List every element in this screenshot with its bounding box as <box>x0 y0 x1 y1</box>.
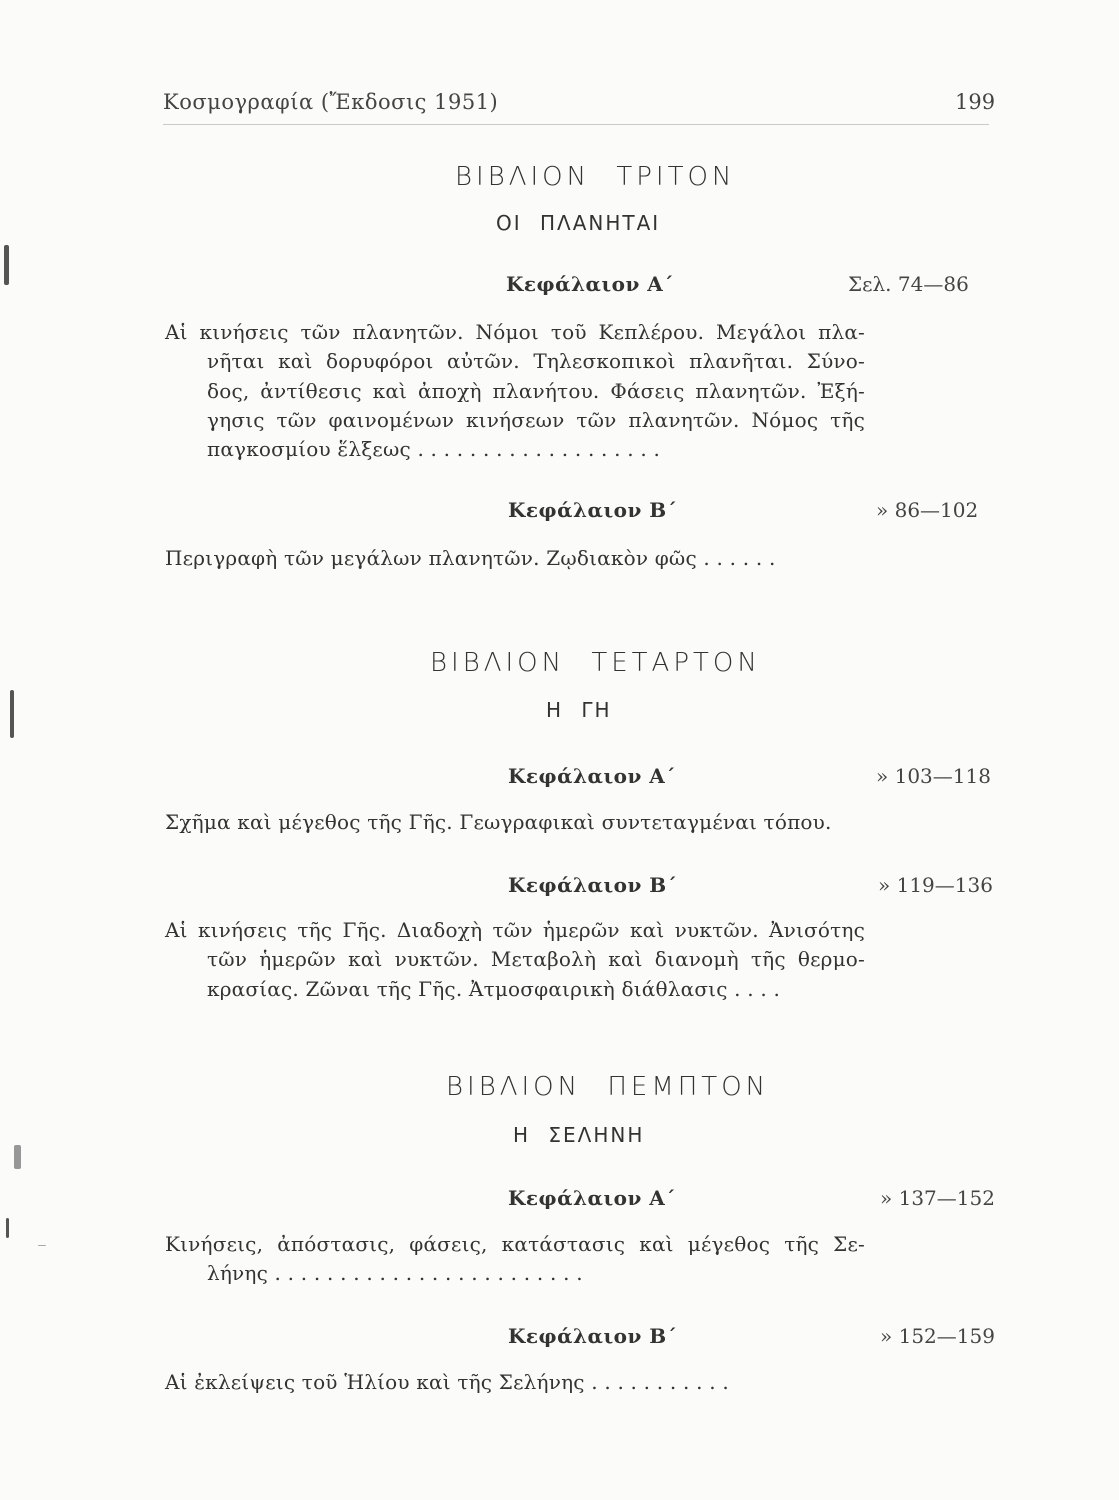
book-4-chapter-a-pages: » 103—118 <box>876 764 991 788</box>
book-4-subtitle: Η ΓΗ <box>546 698 612 722</box>
description-line: Αἱ ἐκλείψεις τοῦ Ἡλίου καὶ τῆς Σελήνης . . . . . . . . . . . <box>165 1370 729 1394</box>
description-line: Περιγραφὴ τῶν μεγάλων πλανητῶν. Ζῳδιακὸν φῶς . . . . . . <box>165 546 776 570</box>
book-3-title: ΒΙΒΛΙΟΝ ΤΡΙΤΟΝ <box>455 162 736 192</box>
header-rule <box>163 124 989 125</box>
book-5-chapter-a-description <box>165 1230 865 1289</box>
book-5-chapter-b-heading: Κεφάλαιον Β΄ <box>508 1324 678 1348</box>
book-3-subtitle: ΟΙ ΠΛΑΝΗΤΑΙ <box>496 211 661 235</box>
book-3-chapter-b-heading: Κεφάλαιον Β΄ <box>508 498 678 522</box>
scan-artifact <box>10 690 14 738</box>
book-4-chapter-b-description <box>165 916 865 1004</box>
description-line: γησις τῶν φαινομένων κινήσεων τῶν πλανητῶν. Νόμος τῆς <box>207 407 865 432</box>
scan-artifact <box>14 1145 21 1169</box>
scan-artifact <box>38 1245 46 1246</box>
book-5-chapter-a-pages: » 137—152 <box>880 1186 995 1210</box>
book-4-chapter-a-heading: Κεφάλαιον Α΄ <box>508 764 676 788</box>
description-line: παγκοσμίου ἕλξεως . . . . . . . . . . . . . . . . . . . <box>207 437 661 462</box>
page-number: 199 <box>955 90 996 114</box>
book-5-chapter-a-heading: Κεφάλαιον Α΄ <box>508 1186 676 1210</box>
description-line: λήνης . . . . . . . . . . . . . . . . . . . . . . . . <box>207 1261 583 1286</box>
scan-artifact <box>6 1218 9 1238</box>
book-3-chapter-b-pages: » 86—102 <box>876 498 979 522</box>
scan-artifact <box>4 245 9 285</box>
book-3-chapter-a-description <box>165 318 865 464</box>
book-4-chapter-a-description <box>165 808 832 837</box>
book-5-chapter-b-pages: » 152—159 <box>880 1324 995 1348</box>
book-4-title: ΒΙΒΛΙΟΝ ΤΕΤΑΡΤΟΝ <box>430 648 761 678</box>
book-3-chapter-b-description <box>165 544 776 573</box>
book-5-title: ΒΙΒΛΙΟΝ ΠΕΜΠΤΟΝ <box>446 1072 770 1102</box>
description-line: Αἱ κινήσεις τῶν πλανητῶν. Νόμοι τοῦ Κεπλέρου. Μεγάλοι πλα- <box>165 320 865 344</box>
book-4-chapter-b-pages: » 119—136 <box>878 873 993 897</box>
description-line: νῆται καὶ δορυφόροι αὐτῶν. Τηλεσκοπικοὶ πλανῆται. Σύνο- <box>207 349 865 374</box>
description-line: Αἱ κινήσεις τῆς Γῆς. Διαδοχὴ τῶν ἡμερῶν καὶ νυκτῶν. Ἀνισότης <box>165 918 865 942</box>
description-line: Κινήσεις, ἀπόστασις, φάσεις, κατάστασις καὶ μέγεθος τῆς Σε- <box>165 1232 865 1256</box>
description-line: Σχῆμα καὶ μέγεθος τῆς Γῆς. Γεωγραφικαὶ συντεταγμέναι τόπου. <box>165 810 832 834</box>
description-line: τῶν ἡμερῶν καὶ νυκτῶν. Μεταβολὴ καὶ διανομὴ τῆς θερμο- <box>207 947 865 972</box>
book-5-chapter-b-description <box>165 1368 729 1397</box>
book-4-chapter-b-heading: Κεφάλαιον Β΄ <box>508 873 678 897</box>
description-line: δος, ἀντίθεσις καὶ ἀποχὴ πλανήτου. Φάσεις πλανητῶν. Ἐξή- <box>207 378 865 403</box>
description-line: κρασίας. Ζῶναι τῆς Γῆς. Ἀτμοσφαιρικὴ διάθλασις . . . . <box>207 976 781 1001</box>
book-3-chapter-a-pages: Σελ. 74—86 <box>848 272 969 296</box>
running-header-title: Κοσμογραφία (Ἔκδοσις 1951) <box>163 90 499 114</box>
book-3-chapter-a-heading: Κεφάλαιον Α΄ <box>506 272 674 296</box>
book-5-subtitle: Η ΣΕΛΗΝΗ <box>513 1123 645 1147</box>
